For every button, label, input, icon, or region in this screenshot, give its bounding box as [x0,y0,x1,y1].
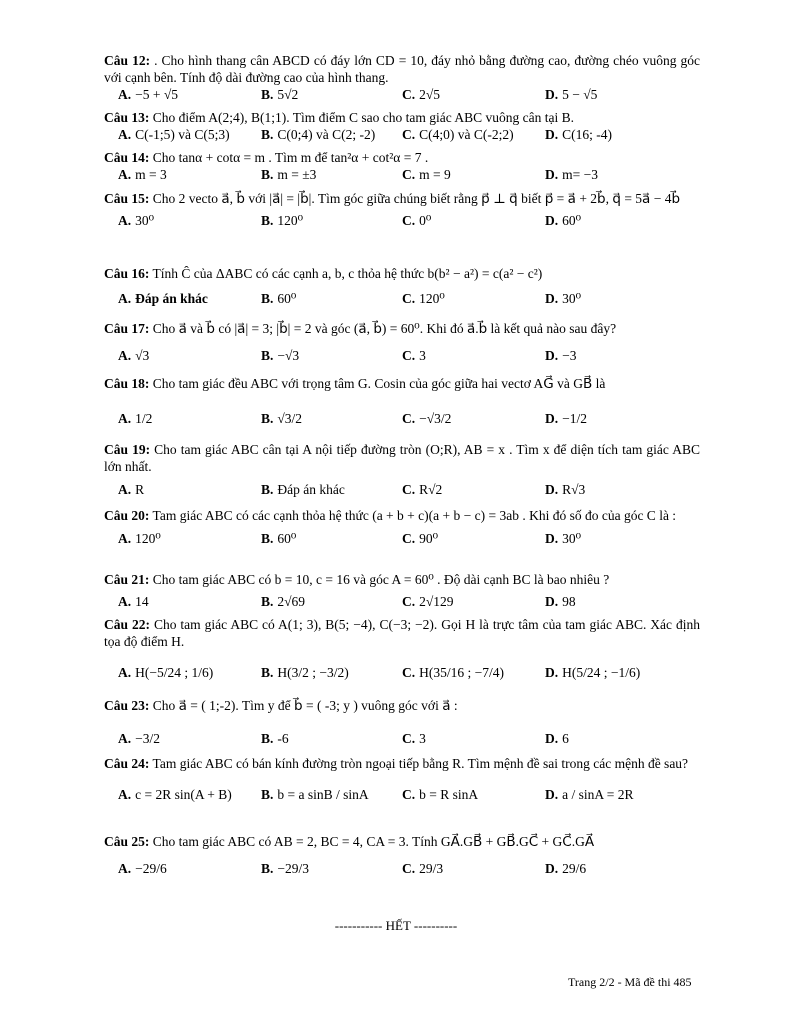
option-label: A. [118,731,132,746]
option-label: B. [261,411,274,426]
option-label: B. [261,531,274,546]
question-stem: Tính Ĉ của ΔABC có các cạnh a, b, c thỏa hệ thức b(b² − a²) = c(a² − c²) [152,266,543,281]
question-number: Câu 14: [104,150,150,165]
option-text: −5 + √5 [135,87,179,102]
option-label: D. [545,665,559,680]
option-label: C. [402,594,416,609]
option-label: A. [118,348,132,363]
question-stem: Cho tam giác đều ABC với trọng tâm G. Cosin của góc giữa hai vectơ AG⃗ và GB⃗ là [152,376,606,391]
option-label: D. [545,482,559,497]
option-text: c = 2R sin(A + B) [135,787,232,802]
option-label: C. [402,348,416,363]
option-text: b = a sinB / sinA [277,787,369,802]
option-label: A. [118,213,132,228]
end-marker: ----------- HẾT ---------- [334,918,458,933]
option-text: 3 [419,348,426,363]
option-text: √3 [135,348,150,363]
question-14 [104,149,700,184]
option-text: Đáp án khác [135,291,208,306]
question-stem: Cho a⃗ và b⃗ có |a⃗| = 3; |b⃗| = 2 và góc (a⃗, b⃗) = 60⁰. Khi đó a⃗.b⃗ là kết quả nào sau đây? [152,321,617,336]
option-text: −29/6 [135,861,167,876]
option-text: C(4;0) và C(-2;2) [419,127,514,142]
option-label: A. [118,127,132,142]
option-label: B. [261,482,274,497]
option-text: −1/2 [562,411,587,426]
option-label: D. [545,411,559,426]
option-label: B. [261,127,274,142]
option-label: B. [261,787,274,802]
option-label: B. [261,213,274,228]
question-15 [104,190,700,230]
option-text: 98 [562,594,576,609]
question-22 [104,616,700,682]
page-footer: Trang 2/2 - Mã đề thi 485 [568,975,692,989]
question-number: Câu 23: [104,698,150,713]
option-label: C. [402,731,416,746]
option-label: D. [545,87,559,102]
option-label: A. [118,87,132,102]
question-13 [104,109,700,144]
option-label: D. [545,348,559,363]
option-text: C(0;4) và C(2; -2) [277,127,376,142]
option-text: 2√69 [277,594,306,609]
option-text: 6 [562,731,569,746]
option-text: 29/3 [419,861,444,876]
option-label: A. [118,787,132,802]
option-label: C. [402,87,416,102]
question-16 [104,265,700,308]
option-text: H(−5/24 ; 1/6) [135,665,214,680]
option-label: A. [118,861,132,876]
option-text: 1/2 [135,411,153,426]
option-text: −3 [562,348,577,363]
question-number: Câu 12: [104,53,151,68]
question-number: Câu 19: [104,442,151,457]
option-label: D. [545,127,559,142]
option-text: H(3/2 ; −3/2) [277,665,349,680]
option-text: 30⁰ [562,531,582,546]
question-stem: Cho điểm A(2;4), B(1;1). Tìm điểm C sao cho tam giác ABC vuông cân tại B. [152,110,574,125]
question-stem: Cho tam giác ABC cân tại A nội tiếp đường tròn (O;R), AB = x . Tìm x để diện tích tam giác ABC lớn nhất. [104,442,700,474]
option-text: C(16; -4) [562,127,612,142]
question-23 [104,697,700,748]
option-text: R√2 [419,482,443,497]
option-text: 29/6 [562,861,587,876]
option-label: B. [261,665,274,680]
option-label: A. [118,594,132,609]
option-label: A. [118,665,132,680]
question-17 [104,320,700,365]
question-number: Câu 21: [104,572,150,587]
option-label: C. [402,167,416,182]
option-text: 5√2 [277,87,299,102]
option-label: D. [545,594,559,609]
option-label: D. [545,167,559,182]
option-label: B. [261,348,274,363]
option-label: D. [545,213,559,228]
option-text: 5 − √5 [562,87,598,102]
option-label: C. [402,127,416,142]
question-number: Câu 18: [104,376,150,391]
option-label: D. [545,291,559,306]
option-text: R√3 [562,482,586,497]
question-stem: Tam giác ABC có bán kính đường tròn ngoại tiếp bằng R. Tìm mệnh đề sai trong các mệnh đề sau? [152,756,689,771]
option-text: 60⁰ [277,531,297,546]
question-12 [104,52,700,104]
question-number: Câu 15: [104,191,150,206]
option-label: A. [118,531,132,546]
option-text: m = 9 [419,167,451,182]
option-text: −3/2 [135,731,160,746]
option-label: C. [402,482,416,497]
option-label: B. [261,594,274,609]
question-number: Câu 16: [104,266,150,281]
option-label: A. [118,482,132,497]
option-label: C. [402,411,416,426]
option-label: C. [402,531,416,546]
option-label: D. [545,731,559,746]
option-label: D. [545,531,559,546]
option-text: √3/2 [277,411,303,426]
option-text: 30⁰ [562,291,582,306]
option-text: 30⁰ [135,213,155,228]
option-text: 3 [419,731,426,746]
option-text: 60⁰ [277,291,297,306]
option-text: 120⁰ [419,291,445,306]
option-label: D. [545,861,559,876]
option-label: D. [545,787,559,802]
question-number: Câu 24: [104,756,150,771]
option-label: B. [261,87,274,102]
option-text: 14 [135,594,149,609]
option-text: 2√5 [419,87,441,102]
option-label: C. [402,787,416,802]
option-label: C. [402,665,416,680]
option-text: m = 3 [135,167,167,182]
question-stem: Cho a⃗ = ( 1;-2). Tìm y để b⃗ = ( -3; y ) vuông góc với a⃗ : [152,698,458,713]
option-text: -6 [277,731,289,746]
option-text: −29/3 [277,861,310,876]
option-text: R [135,482,145,497]
question-stem: Cho 2 vecto a⃗, b⃗ với |a⃗| = |b⃗|. Tìm góc giữa chúng biết rằng p⃗ ⊥ q⃗ biết p⃗ = a⃗ + 2b⃗, q⃗ = 5a⃗ − 4b⃗ [152,191,681,206]
question-number: Câu 20: [104,508,150,523]
option-text: a / sinA = 2R [562,787,634,802]
option-text: m = ±3 [277,167,317,182]
option-text: b = R sinA [419,787,479,802]
option-text: Đáp án khác [277,482,345,497]
option-text: m= −3 [562,167,598,182]
question-24 [104,755,700,804]
option-label: B. [261,291,274,306]
question-stem: Cho tam giác ABC có AB = 2, BC = 4, CA = 3. Tính GA⃗.GB⃗ + GB⃗.GC⃗ + GC⃗.GA⃗ [152,834,595,849]
option-text: 120⁰ [135,531,161,546]
option-text: 2√129 [419,594,454,609]
question-number: Câu 22: [104,617,150,632]
question-stem: . Cho hình thang cân ABCD có đáy lớn CD = 10, đáy nhỏ bằng đường cao, đường chéo vuông góc với cạnh bên. Tính độ dài đường cao của hình thang. [104,53,700,85]
option-text: 90⁰ [419,531,439,546]
question-number: Câu 13: [104,110,150,125]
option-text: 120⁰ [277,213,304,228]
option-label: B. [261,167,274,182]
question-stem: Tam giác ABC có các cạnh thỏa hệ thức (a + b + c)(a + b − c) = 3ab . Khi đó số đo của góc C là : [152,508,677,523]
option-text: H(5/24 ; −1/6) [562,665,641,680]
question-21 [104,571,700,611]
option-text: 60⁰ [562,213,582,228]
question-18 [104,375,700,428]
option-label: C. [402,861,416,876]
question-19 [104,441,700,499]
option-label: C. [402,291,416,306]
option-text: 0⁰ [419,213,432,228]
option-text: H(35/16 ; −7/4) [419,665,504,680]
question-stem: Cho tanα + cotα = m . Tìm m để tan²α + cot²α = 7 . [152,150,429,165]
option-label: A. [118,411,132,426]
question-number: Câu 25: [104,834,150,849]
option-label: B. [261,861,274,876]
option-label: B. [261,731,274,746]
option-text: −√3 [277,348,300,363]
question-stem: Cho tam giác ABC có A(1; 3), B(5; −4), C(−3; −2). Gọi H là trực tâm của tam giác ABC. Xác định tọa độ điểm H. [104,617,700,649]
question-25 [104,833,700,878]
option-label: A. [118,167,132,182]
question-stem: Cho tam giác ABC có b = 10, c = 16 và góc A = 60⁰ . Độ dài cạnh BC là bao nhiêu ? [152,572,610,587]
option-text: C(-1;5) và C(5;3) [135,127,230,142]
option-label: A. [118,291,132,306]
option-label: C. [402,213,416,228]
option-text: −√3/2 [419,411,452,426]
question-20 [104,507,700,548]
question-number: Câu 17: [104,321,150,336]
